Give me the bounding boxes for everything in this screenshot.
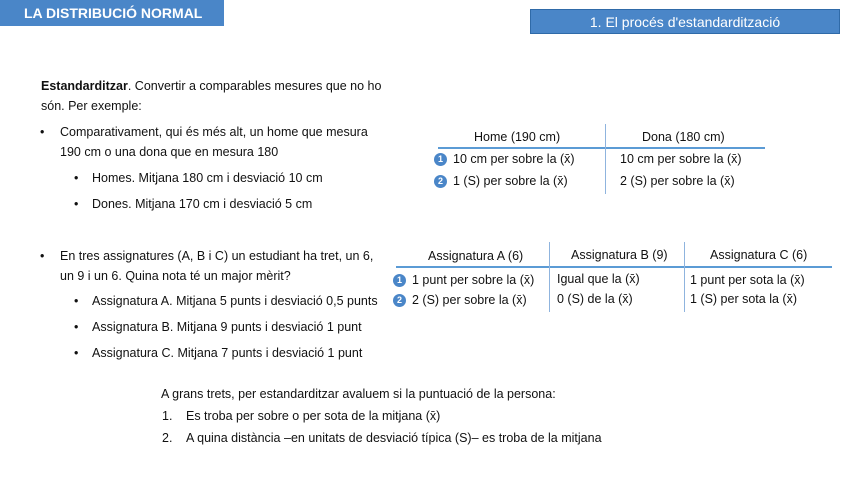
table2-row2-a: 2 2 (S) per sobre la (x̄): [393, 293, 527, 307]
summary-intro: A grans trets, per estandarditzar avaluem si la puntuació de la persona:: [161, 387, 556, 401]
table2-header-a: Assignatura A (6): [428, 249, 524, 263]
table2-divider-2: [684, 242, 685, 312]
example2-sub2: • Assignatura B. Mitjana 9 punts i desviació 1 punt: [92, 317, 362, 337]
table2-header-b: Assignatura B (9): [571, 248, 668, 262]
table2-row1-b: Igual que la (x̄): [557, 272, 640, 286]
step-1-icon: 1: [434, 153, 447, 166]
example2-bullet: [60, 246, 390, 286]
example1-sub2: • Dones. Mitjana 170 cm i desviació 5 cm: [92, 194, 312, 214]
table1-header-dona: Dona (180 cm): [642, 130, 725, 144]
example1-line2: 190 cm o una dona que en mesura 180: [60, 145, 279, 159]
table2-row2-c: 1 (S) per sota la (x̄): [690, 292, 797, 306]
slide-title: LA DISTRIBUCIÓ NORMAL: [0, 0, 224, 26]
step-1-icon: 1: [393, 274, 406, 287]
step-2-icon: 2: [434, 175, 447, 188]
example2-line1: En tres assignatures (A, B i C) un estudiant ha tret, un 6,: [60, 249, 374, 263]
example2-sub1: • Assignatura A. Mitjana 5 punts i desviació 0,5 punts: [92, 291, 378, 311]
table2-row1-c: 1 punt per sota la (x̄): [690, 273, 805, 287]
example1-bullet: [60, 122, 390, 162]
intro-paragraph: [41, 76, 391, 116]
table2-row2-b: 0 (S) de la (x̄): [557, 292, 633, 306]
intro-definition-1: . Convertir a comparables mesures que no ho: [127, 79, 382, 93]
summary-item1: Es troba per sobre o per sota de la mitjana (x̄): [186, 409, 441, 423]
summary-item2: A quina distància –en unitats de desviació típica (S)– es troba de la mitjana: [186, 431, 602, 445]
example2-sub3: • Assignatura C. Mitjana 7 punts i desviació 1 punt: [92, 343, 362, 363]
table2-header-rule: [396, 266, 832, 268]
intro-term: Estandarditzar: [41, 79, 128, 93]
step-2-icon: 2: [393, 294, 406, 307]
table2-divider-1: [549, 242, 550, 312]
table1-header-home: Home (190 cm): [474, 130, 561, 144]
table1-header-rule: [438, 147, 765, 149]
section-title: 1. El procés d'estandardització: [530, 9, 840, 34]
summary-item2-number: 2.: [162, 431, 173, 445]
table1-row1-home: 1 10 cm per sobre la (x̄): [434, 152, 575, 166]
example1-line1: Comparativament, qui és més alt, un home que mesura: [60, 125, 368, 139]
table1-column-divider: [605, 124, 606, 194]
table1-row2-home: 2 1 (S) per sobre la (x̄): [434, 174, 568, 188]
table2-header-c: Assignatura C (6): [710, 248, 808, 262]
summary-item1-number: 1.: [162, 409, 173, 423]
table1-row1-dona: 10 cm per sobre la (x̄): [620, 152, 742, 166]
example1-sub1: • Homes. Mitjana 180 cm i desviació 10 cm: [92, 168, 323, 188]
intro-definition-2: són. Per exemple:: [41, 99, 142, 113]
example2-line2: un 9 i un 6. Quina nota té un major mèrit?: [60, 269, 291, 283]
table1-row2-dona: 2 (S) per sobre la (x̄): [620, 174, 735, 188]
table2-row1-a: 1 1 punt per sobre la (x̄): [393, 273, 534, 287]
